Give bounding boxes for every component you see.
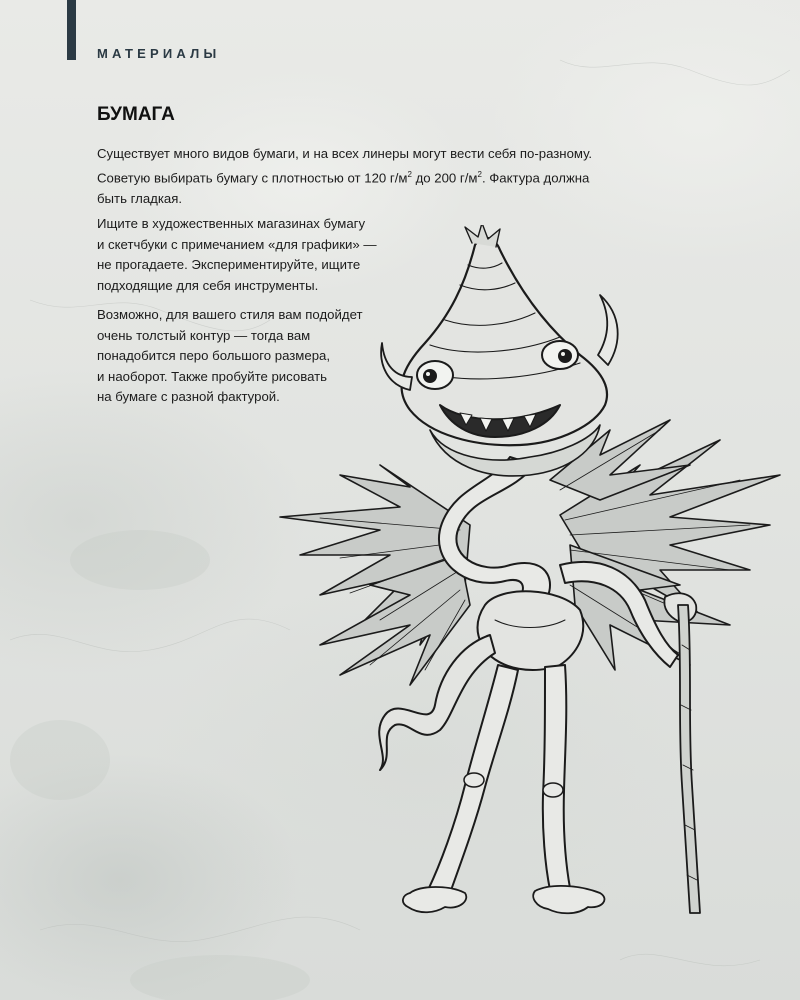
creature-illustration: [260, 225, 790, 925]
left-wing: [280, 465, 470, 685]
section-label: МАТЕРИАЛЫ: [97, 46, 221, 61]
paragraph-line: и наоборот. Также пробуйте рисовать: [97, 368, 328, 384]
paragraph-line: и скетчбуки с примечанием «для графики» —: [97, 236, 377, 252]
paragraph-line: быть гладкая.: [97, 190, 183, 206]
creature-body: [478, 591, 584, 670]
section-accent-bar: [67, 0, 76, 60]
paragraph-paper-types: [97, 144, 592, 209]
text-fragment: до 200 г/м: [411, 169, 478, 185]
paragraph-line: Существует много видов бумаги, и на всех линеры могут вести себя по-разному.: [97, 146, 593, 161]
paragraph-line: Ищите в художественных магазинах бумагу: [97, 216, 366, 231]
superscript: 2: [407, 169, 412, 179]
right-wing: [550, 420, 780, 670]
creature-head: [402, 238, 607, 445]
paragraph-line: на бумаге с разной фактурой.: [97, 389, 280, 405]
creature-right-leg: [543, 665, 570, 890]
paragraph-line: понадобится перо большого размера,: [97, 348, 331, 364]
superscript: 2: [477, 169, 482, 179]
paragraph-line: подходящие для себя инструменты.: [97, 277, 319, 293]
text-fragment: . Фактура должна: [481, 169, 590, 185]
paragraph-line: Возможно, для вашего стиля вам подойдет: [97, 307, 363, 322]
paragraph-line: [97, 165, 592, 189]
paragraph-line: не прогадаете. Экспериментируйте, ищите: [97, 257, 361, 273]
paragraph-line: очень толстый контур — тогда вам: [97, 327, 311, 343]
page-title: БУМАГА: [97, 104, 175, 125]
right-horn: [598, 295, 618, 365]
cane: [678, 605, 700, 913]
text-fragment: Советую выбирать бумагу с плотностью от 120 г/м: [97, 169, 408, 185]
